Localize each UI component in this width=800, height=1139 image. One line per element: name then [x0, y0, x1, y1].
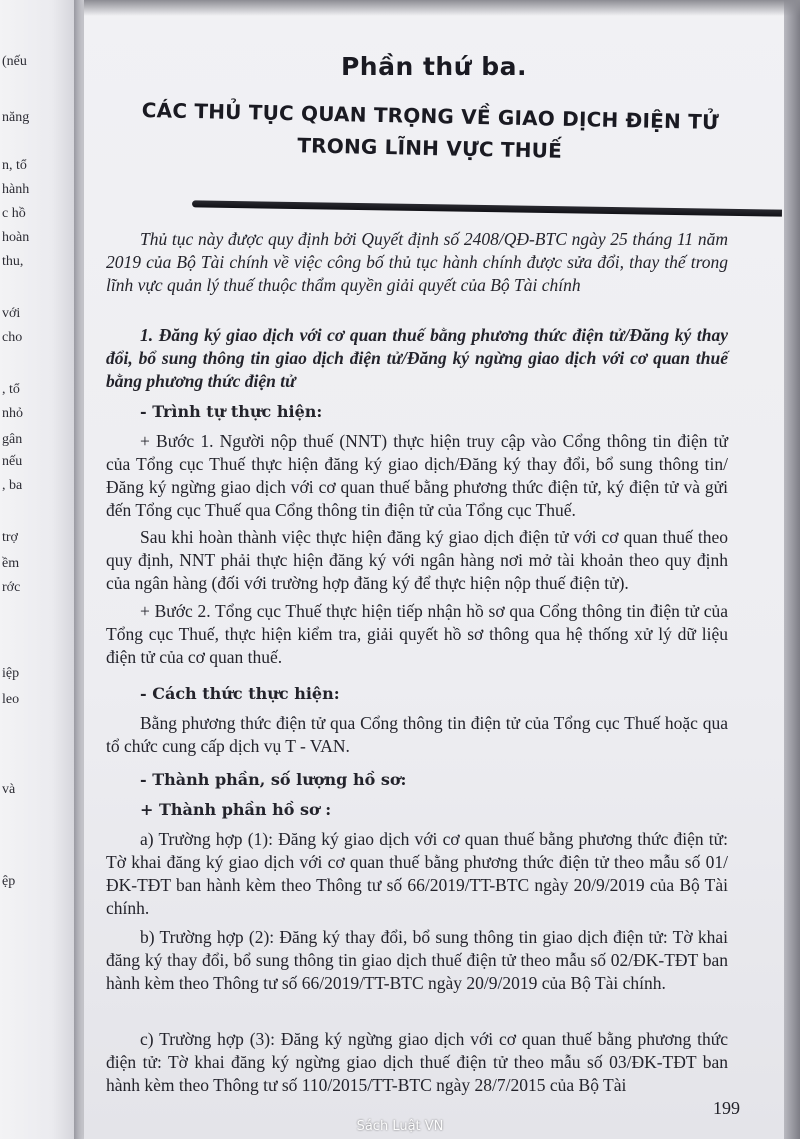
book-page — [84, 0, 784, 1139]
left-page-edge — [0, 0, 74, 1139]
procedure-heading: - Trình tự thực hiện: — [140, 402, 323, 421]
left-page-fragment: thu, — [2, 254, 24, 269]
watermark-text: Sách Luật VN — [356, 1119, 444, 1134]
left-page-fragment: , tổ — [2, 382, 20, 397]
left-page-fragment: nếu — [2, 454, 23, 469]
left-page-fragment: gân — [2, 432, 23, 447]
main-title: CÁC THỦ TỤC QUAN TRỌNG VỀ GIAO DỊCH ĐIỆN TỬ TRONG LĨNH VỰC THUẾ — [141, 97, 720, 163]
left-page-fragment: với — [2, 306, 21, 321]
step-1-paragraph: + Bước 1. Người nộp thuế (NNT) thực hiện truy cập vào Cổng thông tin điện tử của Tổng cục Thuế thực hiện đăng ký giao dịch/Đăng ký thay đổi, bổ sung thông tin/Đăng ký ngừng giao dịch với cơ quan thuế bằng phương thức điện tử, ký điện tử và gửi đến Tổng cục Thuế qua Cổng thông tin điện tử của Tổng cục Thuế. — [106, 431, 728, 520]
case-b-paragraph: b) Trường hợp (2): Đăng ký thay đổi, bổ sung thông tin giao dịch điện tử: Tờ khai đăng ký thay đổi, bổ sung thông tin giao dịch thuế điện tử theo mẫu số 02/ĐK-TĐT ban hành kèm theo Thông tư số 66/2019/TT-BTC ngày 20/9/2019 của Bộ Tài chính. — [106, 927, 728, 993]
left-page-fragment: năng — [2, 110, 30, 125]
left-page-fragment: hoàn — [2, 230, 30, 245]
left-page-fragment: rớc — [2, 580, 21, 595]
page-right-edge — [784, 0, 800, 1139]
left-page-fragment: hành — [2, 182, 30, 197]
page-top-shadow — [84, 0, 800, 16]
case-c-paragraph: c) Trường hợp (3): Đăng ký ngừng giao dịch với cơ quan thuế bằng phương thức điện tử: Tờ khai đăng ký ngừng giao dịch thuế điện tử theo mẫu số 03/ĐK-TĐT ban hành kèm theo Thông tư số 110/2015/TT-BTC ngày 28/7/2015 của Bộ Tài — [106, 1029, 728, 1095]
left-page-fragment: và — [2, 782, 16, 797]
left-page-fragment: trợ — [2, 530, 18, 545]
left-page-fragment: ềm — [2, 556, 20, 571]
title-divider — [192, 200, 782, 216]
left-page-fragment: ệp — [2, 874, 16, 889]
left-page-fragment: , ba — [2, 478, 23, 493]
method-paragraph: Bằng phương thức điện tử qua Cổng thông tin điện tử của Tổng cục Thuế hoặc qua tổ chức cung cấp dịch vụ T - VAN. — [106, 713, 728, 756]
page-number: 199 — [713, 1098, 740, 1118]
step-2-paragraph: + Bước 2. Tổng cục Thuế thực hiện tiếp nhận hồ sơ qua Cổng thông tin điện tử của Tổng cục Thuế, thực hiện kiểm tra, giải quyết hồ sơ thông qua hệ thống xử lý dữ liệu điện tử của cơ quan thuế. — [106, 601, 728, 667]
part-title: Phần thứ ba. — [340, 52, 527, 81]
dossier-heading: + Thành phần hồ sơ : — [140, 800, 332, 819]
left-page-fragment: leo — [2, 692, 20, 707]
left-page-fragment: cho — [2, 330, 23, 345]
case-a-paragraph: a) Trường hợp (1): Đăng ký giao dịch với cơ quan thuế bằng phương thức điện tử: Tờ khai đăng ký giao dịch với cơ quan thuế bằng phương thức điện tử theo mẫu số 01/ĐK-TĐT ban hành kèm theo Thông tư số 66/2019/TT-BTC ngày 20/9/2019 của Bộ Tài chính. — [106, 829, 728, 918]
left-page-fragment: n, tổ — [2, 158, 27, 173]
left-page-fragment: nhỏ — [2, 406, 23, 421]
components-heading: - Thành phần, số lượng hồ sơ: — [140, 770, 407, 789]
left-page-fragment: iệp — [2, 666, 20, 681]
left-page-fragment: (nếu — [2, 54, 27, 69]
after-step-1-paragraph: Sau khi hoàn thành việc thực hiện đăng ký giao dịch điện tử với cơ quan thuế theo quy định, NNT phải thực hiện đăng ký với ngân hàng nơi mở tài khoản theo quy định của ngân hàng (đối với trường hợp đăng ký để thực hiện nộp thuế điện tử). — [106, 527, 728, 593]
intro-paragraph: Thủ tục này được quy định bởi Quyết định số 2408/QĐ-BTC ngày 25 tháng 11 năm 2019 của Bộ Tài chính về việc công bố thủ tục hành chính được sửa đổi, thay thế trong lĩnh vực quản lý thuế thuộc thẩm quyền giải quyết của Bộ Tài chính — [106, 229, 728, 295]
section-1-title: 1. Đăng ký giao dịch với cơ quan thuế bằng phương thức điện tử/Đăng ký thay đổi, bổ sung thông tin giao dịch điện tử/Đăng ký ngừng giao dịch với cơ quan thuế bằng phương thức điện tử — [106, 325, 728, 391]
method-heading: - Cách thức thực hiện: — [140, 684, 340, 703]
left-page-fragment: c hồ — [2, 206, 26, 221]
